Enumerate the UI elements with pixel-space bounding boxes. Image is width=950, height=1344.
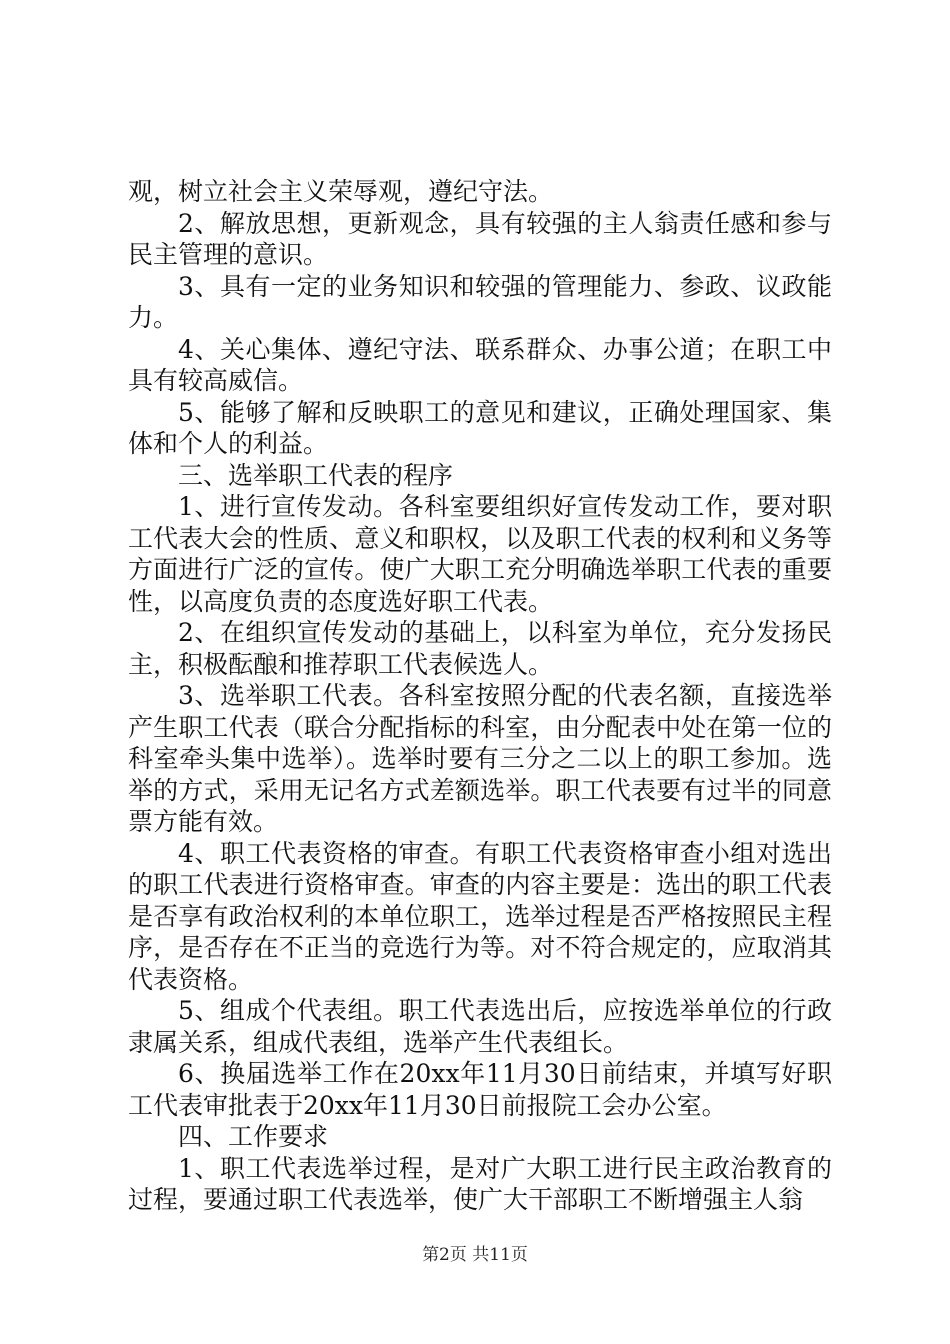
paragraph-3: 3、具有一定的业务知识和较强的管理能力、参政、议政能力。 xyxy=(128,271,832,332)
paragraph-8: 3、选举职工代表。各科室按照分配的代表名额，直接选举产生职工代表（联合分配指标的科室，由分配表中处在第一位的科室牵头集中选举）。选举时要有三分之二以上的职工参加。选举的方式，采用无记名方式差额选举。职工代表要有过半的同意票方能有效。 xyxy=(128,681,832,836)
paragraph-5: 5、能够了解和反映职工的意见和建议，正确处理国家、集体和个人的利益。 xyxy=(128,397,832,458)
paragraph-1: 观，树立社会主义荣辱观，遵纪守法。 xyxy=(128,177,554,206)
paragraph-11: 6、换届选举工作在20xx年11月30日前结束，并填写好职工代表审批表于20xx年11月30日前报院工会办公室。 xyxy=(128,1059,832,1120)
paragraph-2: 2、解放思想，更新观念，具有较强的主人翁责任感和参与民主管理的意识。 xyxy=(128,208,832,269)
section-heading-4: 四、工作要求 xyxy=(178,1122,329,1151)
paragraph-4: 4、关心集体、遵纪守法、联系群众、办事公道；在职工中具有较高威信。 xyxy=(128,334,832,395)
paragraph-10: 5、组成个代表组。职工代表选出后，应按选举单位的行政隶属关系，组成代表组，选举产生代表组长。 xyxy=(128,996,832,1057)
section-heading-3: 三、选举职工代表的程序 xyxy=(178,460,454,490)
page-number-footer: 第2页 共11页 xyxy=(422,1245,528,1265)
paragraph-9: 4、职工代表资格的审查。有职工代表资格审查小组对选出的职工代表进行资格审查。审查的内容主要是：选出的职工代表是否享有政治权利的本单位职工，选举过程是否严格按照民主程序，是否存在不正当的竞选行为等。对不符合规定的，应取消其代表资格。 xyxy=(128,838,832,994)
paragraph-6: 1、进行宣传发动。各科室要组织好宣传发动工作，要对职工代表大会的性质、意义和职权，以及职工代表的权利和义务等方面进行广泛的宣传。使广大职工充分明确选举职工代表的重要性，以高度负责的态度选好职工代表。 xyxy=(128,492,832,616)
paragraph-7: 2、在组织宣传发动的基础上，以科室为单位，充分发扬民主，积极酝酿和推荐职工代表候选人。 xyxy=(128,618,832,679)
document-body xyxy=(128,176,832,1216)
paragraph-12: 1、职工代表选举过程，是对广大职工进行民主政治教育的过程，要通过职工代表选举，使广大干部职工不断增强主人翁 xyxy=(128,1153,832,1214)
